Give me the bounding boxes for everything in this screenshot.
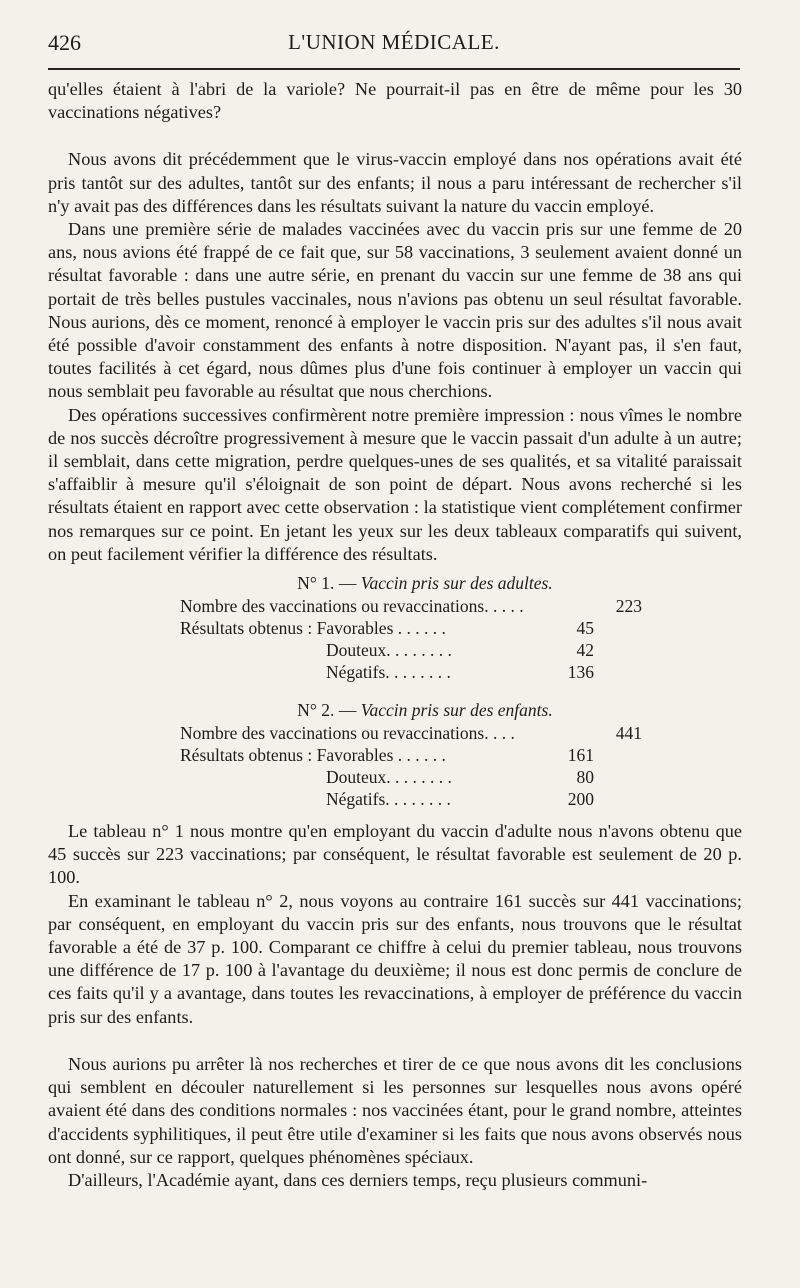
table-adults bbox=[48, 572, 742, 683]
paragraph-2: Nous avons dit précédemment que le virus-vaccin employé dans nos opérations avait été pris tantôt sur des adultes, tantôt sur des enfants; il nous a paru intéressant de rechercher s'il n'y avait pas des différences dans les résultats suivant la nature du vaccin employé. bbox=[48, 149, 742, 216]
favorable-label: Résultats obtenus : Favorables . . . . . . bbox=[180, 618, 446, 639]
table-1-caption: Vaccin pris sur des adultes. bbox=[360, 573, 553, 594]
total-value: 441 bbox=[615, 723, 642, 744]
favorable-value: 45 bbox=[576, 618, 594, 639]
doubtful-label: Douteux. . . . . . . . bbox=[326, 767, 452, 788]
negative-label: Négatifs. . . . . . . . bbox=[326, 662, 451, 683]
table-row bbox=[48, 595, 742, 617]
favorable-value: 161 bbox=[567, 745, 594, 766]
total-value: 223 bbox=[615, 596, 642, 617]
doubtful-label: Douteux. . . . . . . . bbox=[326, 640, 452, 661]
table-row bbox=[48, 766, 742, 788]
running-title: L'UNION MÉDICALE. bbox=[288, 30, 500, 54]
paragraph-5: Le tableau n° 1 nous montre qu'en employant du vaccin d'adulte nous n'avons obtenu que 45 succès sur 223 vaccinations; par conséquent, le résultat favorable est seulement de 20 p. 100. bbox=[48, 821, 742, 888]
table-row bbox=[48, 617, 742, 639]
table-2-number: N° 2. bbox=[297, 700, 335, 721]
doubtful-value: 42 bbox=[576, 640, 594, 661]
paragraph-6: En examinant le tableau n° 2, nous voyons au contraire 161 succès sur 441 vaccinations; par conséquent, en employant du vaccin pris sur des enfants, nous trouvons que le résultat favorable a été de 37 p. 100. Comparant ce chiffre à celui du premier tableau, nous trouvons une différence de 17 p. 100 à l'avantage du deuxième; il nous est donc permis de conclure de ces faits qu'il y a avantage, dans toutes les revaccinations, à employer de préférence du vaccin pris sur des enfants. bbox=[48, 890, 742, 1027]
table-2-caption: Vaccin pris sur des enfants. bbox=[360, 700, 553, 721]
article-body bbox=[48, 78, 742, 1192]
table-2-title: N° 2. — Vaccin pris sur des enfants. bbox=[297, 700, 553, 721]
page-number: 426 bbox=[48, 30, 81, 55]
table-row bbox=[48, 788, 742, 810]
paragraph-4: Des opérations successives confirmèrent notre première impression : nous vîmes le nombre de nos succès décroître progressivement à mesure que le vaccin passait d'un adulte à un autre; il semblait, dans cette migration, perdre quelques-unes de ses qualités, et sa vitalité paraissait s'affaiblir à mesure qu'il s'éloignait de son point de départ. Nous avons recherché si les résultats étaient en rapport avec cette observation : la statistique vient complétement confirmer nos remarques sur ce point. En jetant les yeux sur les deux tableaux comparatifs qui suivent, on peut facilement vérifier la différence des résultats. bbox=[48, 404, 742, 564]
doubtful-value: 80 bbox=[576, 767, 594, 788]
negative-value: 200 bbox=[567, 789, 594, 810]
paragraph-3: Dans une première série de malades vaccinées avec du vaccin pris sur une femme de 20 ans, nous avions été frappé de ce fait que, sur 58 vaccinations, 3 seulement avaient donné un résultat favorable : dans une autre série, en prenant du vaccin sur une femme de 38 ans qui portait de très belles pustules vaccinales, nous n'avions pas obtenu un seul résultat favorable. Nous aurions, dès ce moment, renoncé à employer le vaccin pris sur des adultes s'il nous avait été possible d'avoir constamment des enfants à notre disposition. N'ayant pas, il s'en faut, toutes facilités à cet égard, nous dûmes plus d'une fois continuer à employer un vaccin qui nous semblait peu favorable au résultat que nous cherchions. bbox=[48, 219, 742, 402]
negative-value: 136 bbox=[567, 662, 594, 683]
paragraph-7: Nous aurions pu arrêter là nos recherches et tirer de ce que nous avons dit les conclusions qui semblent en découler naturellement si les personnes sur lesquelles nous avons opéré avaient été dans des conditions normales : nos vaccinées étant, pour le grand nombre, atteintes d'accidents syphilitiques, il peut être utile d'examiner si les faits que nous avons observés nous ont donné, sur ce rapport, quelques phénomènes spéciaux. bbox=[48, 1053, 742, 1167]
page-header bbox=[48, 30, 740, 66]
table-row bbox=[48, 744, 742, 766]
total-label: Nombre des vaccinations ou revaccinations. . . . . bbox=[180, 596, 524, 617]
table-1-title: N° 1. — Vaccin pris sur des adultes. bbox=[297, 573, 553, 594]
table-row bbox=[48, 661, 742, 683]
table-children bbox=[48, 699, 742, 810]
negative-label: Négatifs. . . . . . . . bbox=[326, 789, 451, 810]
table-row bbox=[48, 639, 742, 661]
favorable-label: Résultats obtenus : Favorables . . . . . . bbox=[180, 745, 446, 766]
table-row bbox=[48, 722, 742, 744]
paragraph-8: D'ailleurs, l'Académie ayant, dans ces derniers temps, reçu plusieurs communi- bbox=[68, 1169, 648, 1190]
paragraph-1: qu'elles étaient à l'abri de la variole? Ne pourrait-il pas en être de même pour les 30 vaccinations négatives? bbox=[48, 79, 742, 123]
header-rule bbox=[48, 68, 740, 70]
table-1-number: N° 1. bbox=[297, 573, 335, 594]
total-label: Nombre des vaccinations ou revaccinations. . . . bbox=[180, 723, 515, 744]
